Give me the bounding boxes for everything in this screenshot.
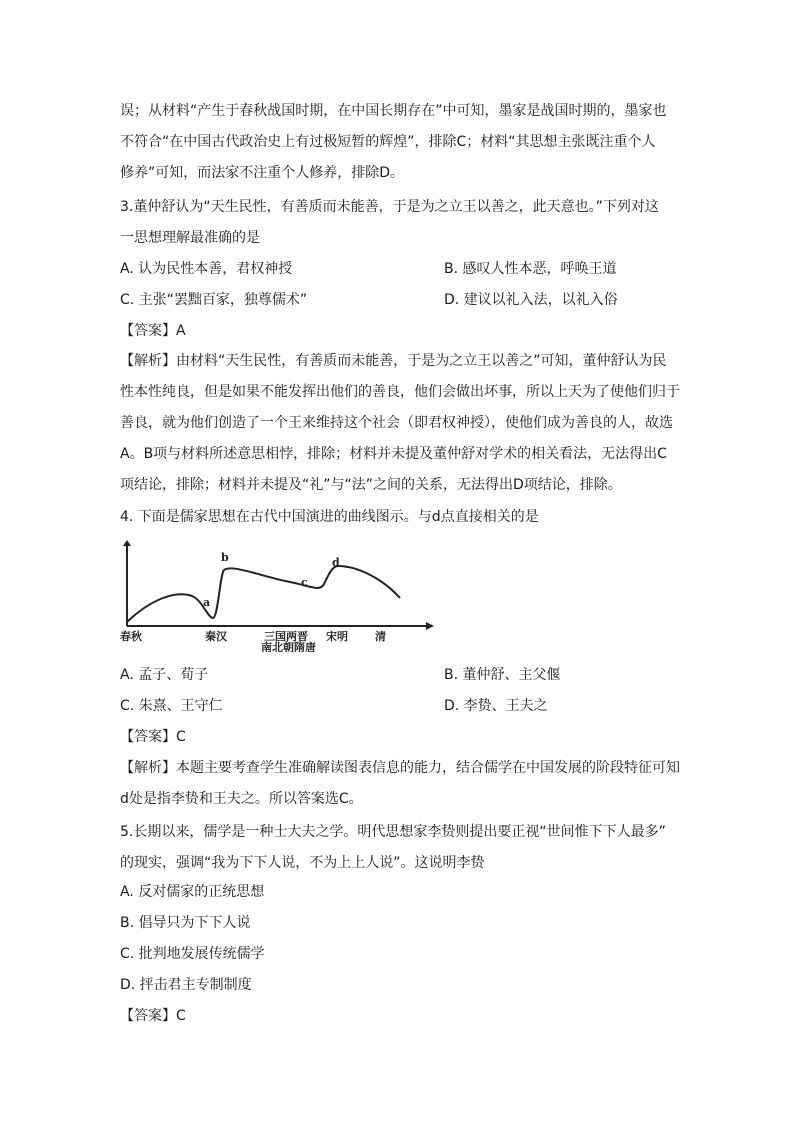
text-line: 的现实，强调“我为下下人说，不为上上人说”。这说明李贽	[120, 855, 485, 871]
y-axis-arrow	[123, 540, 131, 546]
point-label-a: a	[203, 596, 211, 609]
question-3-option-b: B. 感叹人性本恶，呼唤王道	[444, 261, 617, 277]
point-label-c: c	[301, 576, 308, 589]
x-tick-label: 三国两晋	[264, 630, 308, 643]
x-tick-label: 春秋	[120, 630, 142, 643]
text-line: 性本性纯良，但是如果不能发挥出他们的善良，他们会做出坏事，所以上天为了使他们归于	[120, 384, 680, 400]
text-line: 善良，就为他们创造了一个王来维持这个社会（即君权神授），使他们成为善良的人，故选	[120, 415, 673, 431]
question-3-option-d: D. 建议以礼入法，以礼入俗	[444, 292, 618, 308]
point-label-b: b	[221, 551, 229, 564]
question-3-answer: 【答案】A	[120, 323, 186, 339]
text-line: d处是指李贽和王夫之。所以答案选C。	[120, 791, 363, 807]
x-tick-label: 清	[375, 630, 386, 643]
text-line: 一思想理解最准确的是	[120, 230, 260, 246]
question-3-option-a: A. 认为民性本善，君权神授	[120, 261, 293, 277]
x-tick-label: 南北朝隋唐	[261, 641, 316, 652]
series-line	[127, 566, 400, 622]
point-label-d: d	[332, 556, 340, 569]
question-3-option-c: C. 主张“罢黜百家，独尊儒术”	[120, 292, 308, 308]
x-axis-arrow	[426, 622, 434, 630]
question-5-answer: 【答案】C	[120, 1008, 186, 1024]
x-tick-label: 秦汉	[205, 630, 227, 643]
text-line: 3.董仲舒认为“天生民性，有善质而未能善，于是为之立王以善之，此天意也。”下列对这	[120, 199, 659, 215]
question-4-option-c: C. 朱熹、王守仁	[120, 698, 223, 714]
question-5-option-d: D. 抨击君主专制制度	[120, 977, 252, 993]
question-3-stem	[120, 192, 680, 254]
question-4-analysis	[120, 753, 680, 815]
text-line: A。B项与材料所述意思相悖，排除；材料并未提及董仲舒对学术的相关看法，无法得出C	[120, 446, 667, 462]
question-4-stem: 4. 下面是儒家思想在古代中国演进的曲线图示。与d点直接相关的是	[120, 509, 539, 525]
text-line: 修养”可知，而法家不注重个人修养，排除D。	[120, 165, 405, 181]
text-line: 误；从材料“产生于春秋战国时期，在中国长期存在”中可知，墨家是战国时期的，墨家也	[120, 103, 667, 119]
question-4-option-b: B. 董仲舒、主父偃	[444, 667, 561, 683]
question-4-option-d: D. 李贽、王夫之	[444, 698, 548, 714]
text-line: 5.长期以来，儒学是一种士大夫之学。明代思想家李贽则提出要正视“世间惟下下人最多”	[120, 824, 666, 840]
text-line: 不符合“在中国古代政治史上有过极短暂的辉煌”，排除C；材料“其思想主张既注重个人	[120, 134, 656, 150]
question-4-option-a: A. 孟子、荀子	[120, 667, 209, 683]
question-5-option-a: A. 反对儒家的正统思想	[120, 884, 265, 900]
question-3-analysis	[120, 346, 680, 501]
x-tick-label: 宋明	[326, 630, 348, 643]
question-5-option-b: B. 倡导只为下下人说	[120, 915, 251, 931]
previous-explanation	[120, 96, 680, 189]
text-line: 【解析】由材料“天生民性，有善质而未能善，于是为之立王以善之”可知，董仲舒认为民	[120, 353, 667, 369]
text-line: 【解析】本题主要考查学生准确解读图表信息的能力，结合儒学在中国发展的阶段特征可知	[120, 760, 680, 776]
text-line: 项结论，排除；材料并未提及“礼”与“法”之间的关系，无法得出D项结论，排除。	[120, 477, 622, 493]
question-5-option-c: C. 批判地发展传统儒学	[120, 946, 265, 962]
question-4-answer: 【答案】C	[120, 729, 186, 745]
question-5-stem	[120, 817, 680, 879]
confucianism-evolution-chart	[120, 540, 436, 652]
chart-svg	[120, 540, 436, 652]
